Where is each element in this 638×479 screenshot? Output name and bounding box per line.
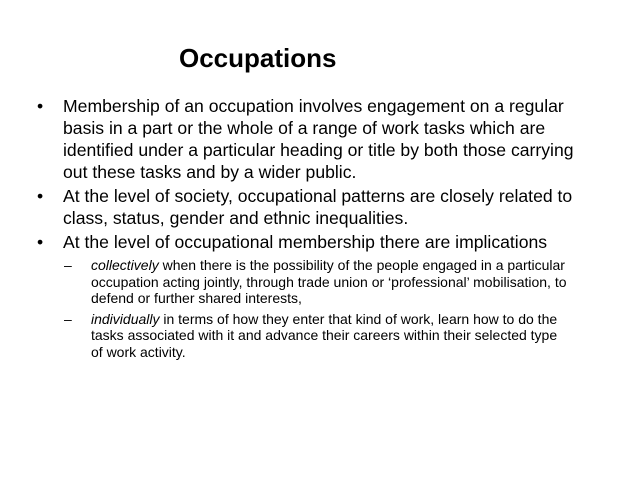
sub-bullet-text: when there is the possibility of the people engaged in a particular occupation acting jointly, through trade union or ‘professional’ mobilisation, to defend or further shared interests,	[91, 257, 567, 307]
bullet-item	[0, 185, 638, 229]
dash-icon: –	[64, 310, 72, 327]
bullet-icon: •	[37, 96, 44, 116]
bullet-item	[0, 95, 638, 183]
slide-title: Occupations	[179, 43, 337, 73]
dash-icon: –	[64, 257, 72, 273]
sub-bullet-item	[0, 311, 602, 361]
bullet-list	[0, 95, 638, 365]
sub-bullet-list	[63, 257, 602, 361]
bullet-text: At the level of society, occupational patterns are closely related to class, status, gender and ethnic inequalities.	[63, 186, 573, 228]
sub-bullet-emphasis: individually	[91, 310, 160, 327]
bullet-icon: •	[37, 232, 44, 252]
bullet-text: Membership of an occupation involves engagement on a regular basis in a part or the whole of a range of work tasks which are identified under a particular heading or title by both those carrying out these tasks and by a wider public.	[63, 96, 574, 182]
sub-bullet-text: in terms of how they enter that kind of work, learn how to do the tasks associated with it and advance their careers within their selected type of work activity.	[91, 310, 558, 360]
bullet-text: At the level of occupational membership there are implications	[63, 232, 548, 252]
bullet-item	[0, 231, 638, 361]
sub-bullet-item	[0, 257, 602, 307]
bullet-icon: •	[37, 186, 44, 206]
sub-bullet-emphasis: collectively	[91, 257, 159, 273]
